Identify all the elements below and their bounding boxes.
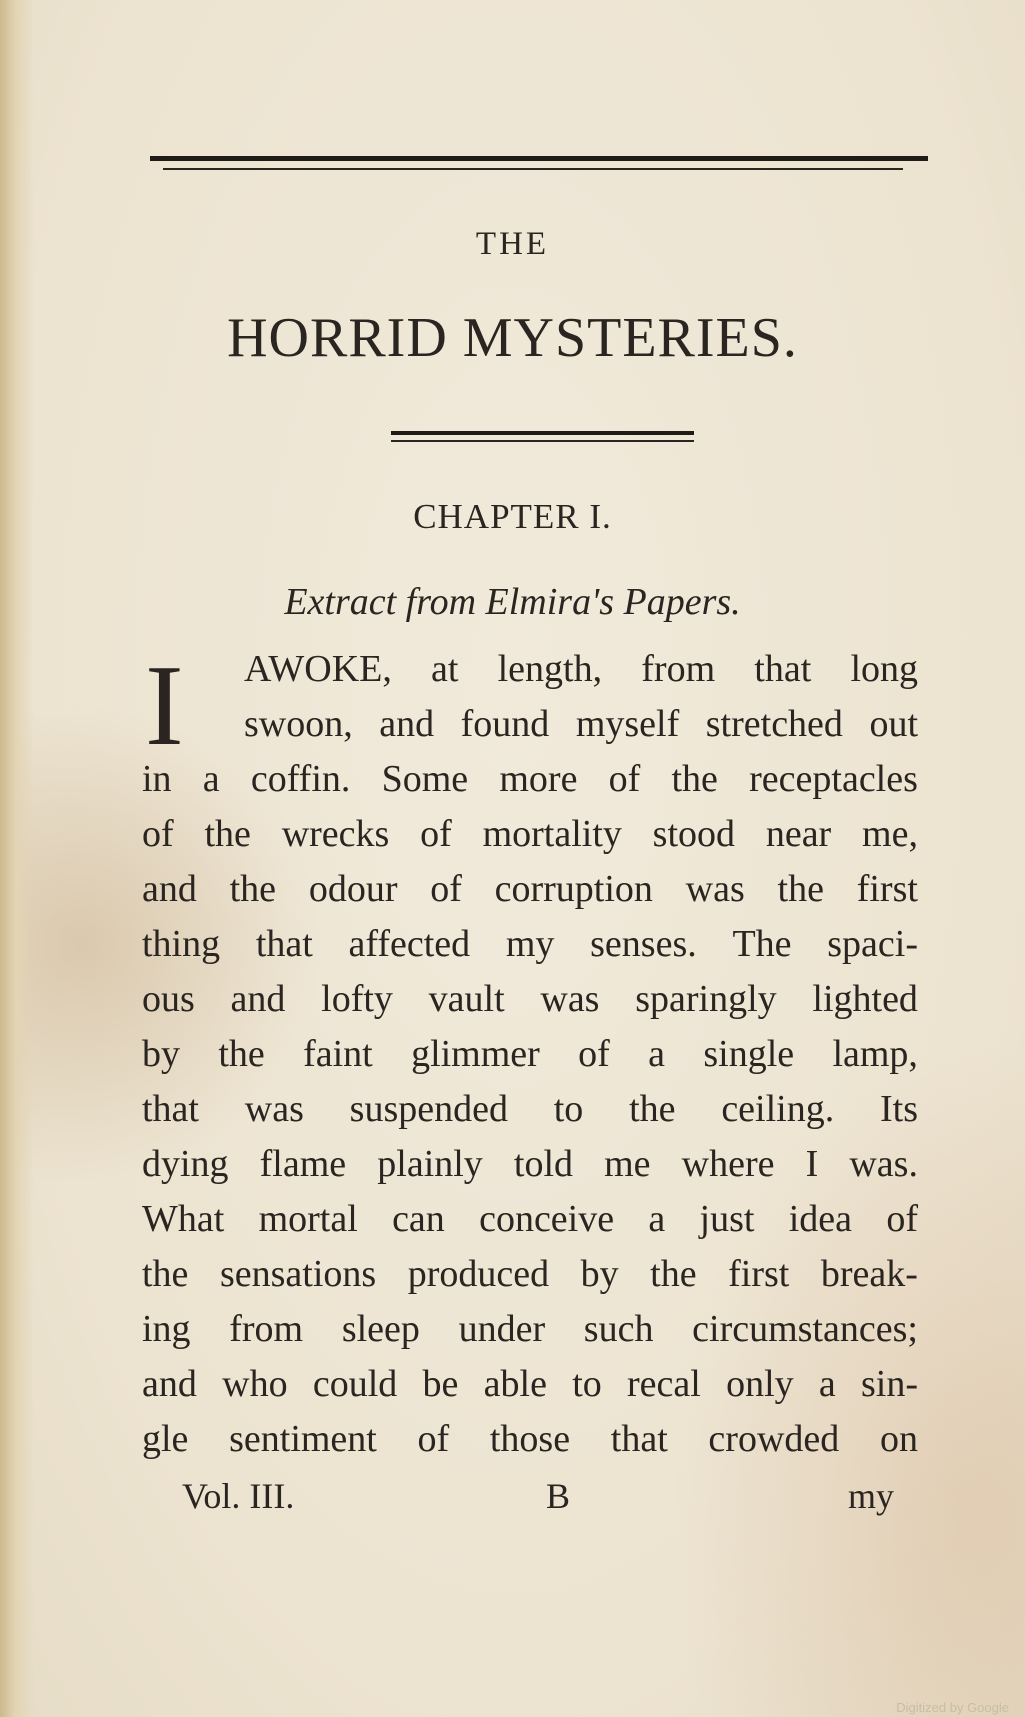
book-title: HORRID MYSTERIES.: [227, 307, 798, 369]
text-line: by the faint glimmer of a single lamp,: [142, 1033, 918, 1075]
text-line: of the wrecks of mortality stood near me,: [142, 813, 918, 855]
text-line: dying flame plainly told me where I was.: [142, 1143, 918, 1185]
text-line: What mortal can conceive a just idea of: [142, 1198, 918, 1240]
footer-signature: B: [546, 1476, 571, 1516]
digitization-watermark: Digitized by Google: [896, 1700, 1009, 1715]
title-double-rule-thin: [391, 440, 694, 442]
text-line: swoon, and found myself stretched out: [244, 703, 918, 745]
footer-volume: Vol. III.: [182, 1476, 295, 1516]
title-double-rule: [391, 431, 694, 435]
text-line: ing from sleep under such circumstances;: [142, 1308, 918, 1350]
text-line: AWOKE, at length, from that long: [244, 648, 918, 690]
text-line: in a coffin. Some more of the receptacles: [142, 758, 918, 800]
text-line: and the odour of corruption was the first: [142, 868, 918, 910]
title-article: THE: [475, 226, 550, 262]
text-line: ous and lofty vault was sparingly lighted: [142, 978, 918, 1020]
text-line: gle sentiment of those that crowded on: [142, 1418, 918, 1460]
footer-catchword: my: [848, 1476, 895, 1516]
text-line: the sensations produced by the first break-: [142, 1253, 918, 1295]
text-line: and who could be able to recal only a sin-: [142, 1363, 918, 1405]
text-line: thing that affected my senses. The spaci-: [142, 923, 918, 965]
chapter-subtitle: Extract from Elmira's Papers.: [284, 581, 741, 623]
drop-cap: I: [145, 642, 184, 770]
chapter-heading: CHAPTER I.: [413, 497, 612, 536]
top-double-rule: [150, 156, 928, 161]
top-double-rule-thin: [163, 168, 903, 170]
text-line: that was suspended to the ceiling. Its: [142, 1088, 918, 1130]
